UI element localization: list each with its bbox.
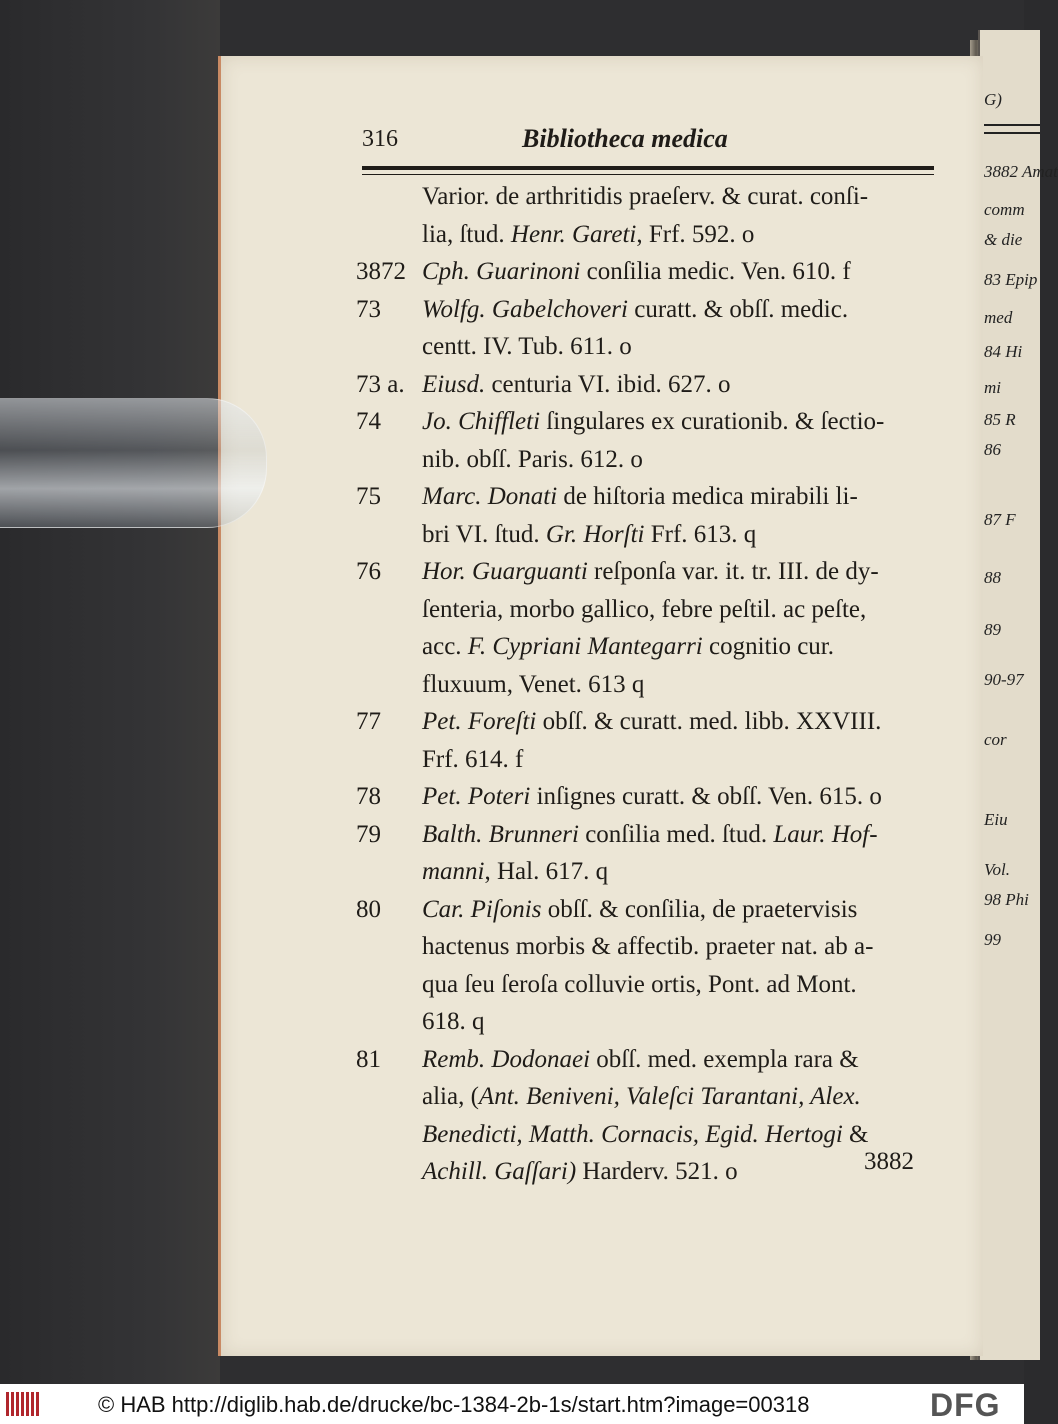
entry-author: Cph. Guarinoni — [422, 258, 581, 285]
entry-author: Car. Piſonis — [422, 895, 542, 923]
entry-number: 75 — [356, 483, 381, 510]
catchword: 3882 — [864, 1148, 914, 1175]
strip-text: med — [984, 308, 1013, 327]
entry-text — [422, 891, 857, 929]
entry-line — [356, 741, 942, 779]
entry-text — [422, 328, 632, 366]
entry-author: Pet. Foreſti — [422, 708, 537, 735]
entry-text — [422, 366, 731, 404]
entry-text — [422, 591, 866, 629]
entry-detail: curatt. & obſſ. medic. — [627, 295, 849, 323]
entry-detail: Frf. 613. q — [644, 520, 757, 548]
entry-detail: , Hal. 617. q — [484, 858, 609, 885]
entry-line — [356, 441, 942, 479]
entry-author: Laur. Hof- — [773, 820, 878, 848]
entry-number: 78 — [356, 783, 381, 810]
entry-text — [422, 1116, 868, 1154]
entry-author: Balth. Brunneri — [422, 820, 579, 848]
entry-detail: Frf. 614. f — [422, 745, 524, 773]
strip-text: 90-97 — [984, 670, 1024, 689]
page-header — [362, 124, 934, 164]
entry-detail: fluxuum, Venet. 613 q — [422, 670, 645, 698]
entry-detail: Harderv. 521. o — [576, 1158, 738, 1185]
entry-author: manni — [422, 858, 485, 885]
entry-author: Hor. Guarguanti — [422, 558, 588, 585]
entry-line — [356, 1003, 942, 1041]
entry-detail: de hiſtoria medica mirabili li- — [557, 483, 858, 510]
entry-author: Remb. Dodonaei — [422, 1045, 591, 1073]
entry-text — [422, 853, 608, 891]
strip-rule — [984, 132, 1040, 134]
entry-line — [356, 516, 942, 554]
footer-bar — [0, 1384, 1024, 1424]
entry-detail: bri VI. ſtud. — [422, 520, 546, 548]
entry-detail: centuria VI. ibid. 627. o — [485, 370, 731, 398]
entry-author: Henr. Gareti — [510, 220, 637, 248]
entry-text — [422, 1003, 485, 1041]
entry-detail: centt. IV. Tub. 611. o — [422, 333, 632, 360]
entry-line — [356, 816, 942, 854]
entry-author: F. Cypriani Mantegarri — [467, 633, 703, 660]
strip-text: G) — [984, 90, 1002, 109]
entry-text — [422, 441, 643, 479]
entry-text — [422, 403, 884, 441]
entry-text — [422, 291, 848, 329]
hab-logo-icon — [6, 1392, 46, 1418]
entry-text — [422, 216, 754, 254]
entry-detail: qua ſeu ſeroſa colluvie ortis, Pont. ad Mont. — [422, 970, 857, 998]
entry-author: Benedicti, Matth. Cornacis, Egid. Hertogi — [422, 1120, 843, 1148]
entry-number: 3872 — [356, 258, 406, 285]
entry-line — [356, 628, 942, 666]
entry-text — [422, 1153, 738, 1191]
entry-detail: hactenus morbis & affectib. praeter nat. ab a- — [422, 933, 874, 960]
entry-line — [356, 403, 942, 441]
entry-author: Eiusd. — [422, 370, 486, 398]
glass-page-holder — [0, 398, 267, 528]
entry-detail: conſilia medic. Ven. 610. f — [580, 258, 851, 285]
entry-text — [422, 253, 851, 291]
entries-list — [356, 178, 942, 1191]
entry-line — [356, 178, 942, 216]
strip-text: mi — [984, 378, 1001, 397]
entry-line — [356, 553, 942, 591]
entry-text — [422, 741, 523, 779]
entry-line — [356, 591, 942, 629]
entry-text — [422, 703, 881, 741]
entry-number: 77 — [356, 708, 381, 735]
entry-line — [356, 1078, 942, 1116]
entry-text — [422, 928, 873, 966]
entry-author: Wolfg. Gabelchoveri — [422, 295, 628, 323]
entry-line — [356, 666, 942, 704]
entry-line — [356, 703, 942, 741]
strip-text: 88 — [984, 568, 1001, 587]
strip-text: 87 F — [984, 510, 1016, 529]
strip-text: Vol. — [984, 860, 1010, 879]
entry-author: Marc. Donati — [422, 483, 558, 510]
entry-text — [422, 178, 868, 216]
entry-author: Pet. Poteri — [422, 783, 531, 810]
strip-rule — [984, 124, 1040, 126]
entry-line — [356, 928, 942, 966]
entry-text — [422, 478, 858, 516]
entry-detail: obſſ. & conſilia, de praetervisis — [541, 895, 858, 923]
entry-line — [356, 966, 942, 1004]
next-page-strip — [978, 30, 1058, 1360]
entry-detail: cognitio cur. — [702, 633, 834, 660]
strip-text: 86 — [984, 440, 1001, 459]
entry-line — [356, 253, 942, 291]
entry-line — [356, 328, 942, 366]
entry-author: Gr. Horſti — [545, 520, 645, 548]
entry-text — [422, 816, 878, 854]
entry-detail: & — [842, 1120, 869, 1148]
strip-text: 98 Phi — [984, 890, 1029, 909]
entry-line — [356, 1153, 942, 1191]
running-title: Bibliotheca medica — [522, 124, 728, 153]
header-rule — [362, 166, 934, 170]
strip-text: Eiu — [984, 810, 1008, 829]
strip-text: 89 — [984, 620, 1001, 639]
strip-text: 3882 Amat — [984, 162, 1058, 181]
entry-detail: lia, ſtud. — [422, 220, 511, 248]
background-left — [0, 0, 220, 1384]
strip-text: & die — [984, 230, 1023, 249]
entry-number: 74 — [356, 408, 381, 435]
entry-line — [356, 478, 942, 516]
entry-number: 81 — [356, 1045, 381, 1073]
entry-detail: reſponſa var. it. tr. III. de dy- — [587, 558, 879, 585]
entry-line — [356, 1116, 942, 1154]
page-number: 316 — [362, 126, 398, 152]
entry-number: 73 — [356, 295, 381, 323]
entry-text — [422, 553, 879, 591]
entry-author: Ant. Beniveni, Valeſci Tarantani, Alex. — [478, 1083, 861, 1110]
entry-detail: conſilia med. ſtud. — [578, 820, 774, 848]
entry-text — [422, 1041, 859, 1079]
strip-text: 85 R — [984, 410, 1016, 429]
strip-text: 99 — [984, 930, 1001, 949]
strip-text: cor — [984, 730, 1007, 749]
entry-detail: acc. — [422, 633, 468, 660]
dfg-logo: DFG — [930, 1387, 1001, 1423]
entry-detail: inſignes curatt. & obſſ. Ven. 615. o — [530, 783, 882, 810]
entry-line — [356, 891, 942, 929]
entry-number: 80 — [356, 895, 381, 923]
entry-number: 79 — [356, 820, 381, 848]
entry-author: Jo. Chiffleti — [422, 408, 541, 435]
entry-text — [422, 966, 857, 1004]
entry-detail: obſſ. & curatt. med. libb. XXVIII. — [536, 708, 882, 735]
entry-author: Achill. Gaſſari) — [422, 1158, 577, 1185]
entry-detail: obſſ. med. exempla rara & — [590, 1045, 859, 1073]
entry-detail: , Frf. 592. o — [636, 220, 755, 248]
entry-line — [356, 291, 942, 329]
strip-text: 83 Epip — [984, 270, 1038, 289]
entry-line — [356, 1041, 942, 1079]
strip-text: 84 Hi — [984, 342, 1023, 361]
entry-detail: alia, ( — [422, 1083, 479, 1110]
strip-text: comm — [984, 200, 1025, 219]
entry-detail: ſingulares ex curationib. & ſectio- — [540, 408, 885, 435]
entry-text — [422, 778, 882, 816]
entry-detail: 618. q — [422, 1008, 485, 1035]
entry-text — [422, 666, 644, 704]
entry-line — [356, 853, 942, 891]
entry-line — [356, 778, 942, 816]
entry-line — [356, 366, 942, 404]
entry-number: 76 — [356, 558, 381, 585]
footer-copyright-link[interactable]: © HAB http://diglib.hab.de/drucke/bc-1384-2b-1s/start.htm?image=00318 — [98, 1392, 810, 1417]
entry-detail: ſenteria, morbo gallico, febre peſtil. ac peſte, — [422, 595, 867, 623]
entry-text — [422, 628, 834, 666]
entry-detail: Varior. de arthritidis praeſerv. & curat. conſi- — [422, 183, 869, 210]
entry-text — [422, 516, 756, 554]
header-rule-thin — [362, 174, 934, 175]
entry-line — [356, 216, 942, 254]
entry-detail: nib. obſſ. Paris. 612. o — [422, 445, 643, 473]
entry-text — [422, 1078, 861, 1116]
entry-number: 73 a. — [356, 370, 405, 398]
